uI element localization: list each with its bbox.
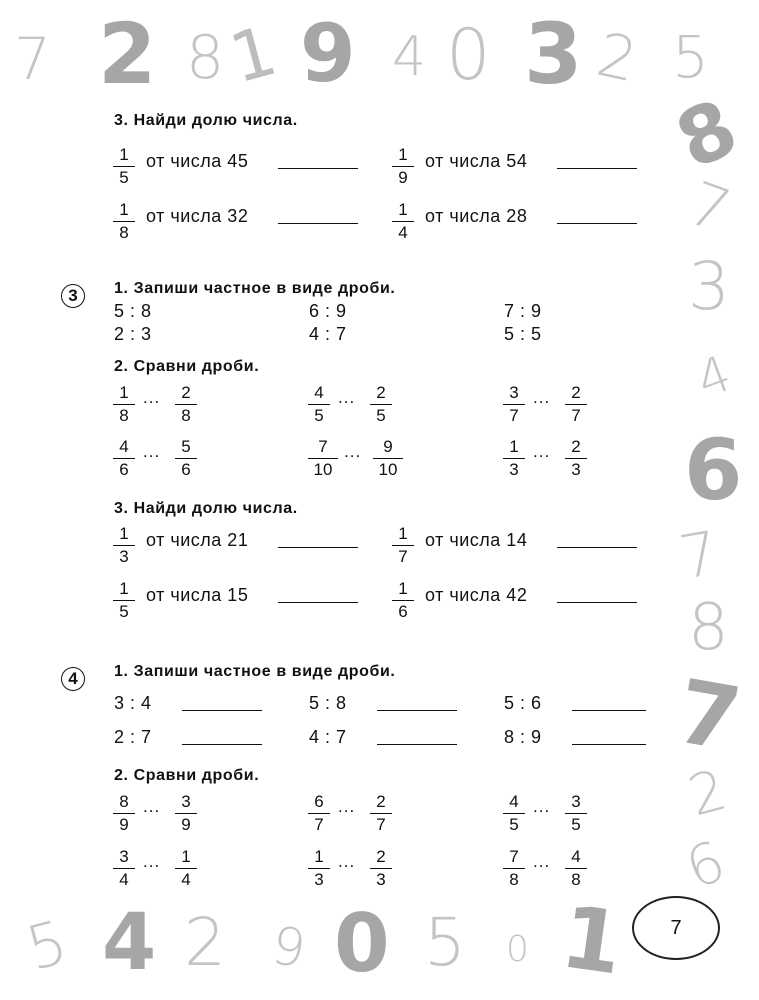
answer-blank[interactable] [572, 710, 646, 711]
task-title: 3. Найди долю числа. [114, 112, 298, 129]
fraction: 8 9 [113, 793, 135, 834]
task-title: 1. Запиши частное в виде дроби. [114, 663, 396, 680]
compare-dots: ... [338, 852, 356, 871]
fraction: 9 10 [373, 438, 403, 479]
decor-digit: 6 [677, 828, 734, 903]
fraction: 1 4 [392, 201, 414, 242]
fraction: 4 5 [308, 384, 330, 425]
fraction: 4 6 [113, 438, 135, 479]
answer-blank[interactable] [278, 223, 358, 224]
fraction: 4 5 [503, 793, 525, 834]
task-item-text: от числа 28 [425, 206, 528, 226]
fraction: 1 3 [503, 438, 525, 479]
fraction: 5 6 [175, 438, 197, 479]
fraction: 1 6 [392, 580, 414, 621]
fraction: 3 4 [113, 848, 135, 889]
task-item-text: от числа 15 [146, 585, 249, 605]
compare-dots: ... [143, 442, 161, 461]
quotient-item: 5 : 8 [114, 301, 152, 321]
quotient-item: 2 : 7 [114, 727, 152, 747]
decor-digit: 1 [222, 11, 285, 100]
answer-blank[interactable] [278, 168, 358, 169]
fraction: 1 5 [113, 146, 135, 187]
compare-dots: ... [143, 388, 161, 407]
quotient-item: 8 : 9 [504, 727, 542, 747]
task-title: 3. Найди долю числа. [114, 500, 298, 517]
quotient-item: 7 : 9 [504, 301, 542, 321]
decor-digit: 0 [506, 929, 529, 970]
fraction: 1 8 [113, 201, 135, 242]
decor-digit: 0 [334, 897, 390, 990]
decor-digit: 2 [98, 5, 157, 103]
quotient-item: 4 : 7 [309, 727, 347, 747]
section-number: 4 [61, 667, 85, 691]
compare-dots: ... [533, 852, 551, 871]
compare-dots: ... [533, 797, 551, 816]
fraction: 1 9 [392, 146, 414, 187]
decor-digit: 2 [184, 904, 226, 981]
decor-digit: 7 [14, 25, 51, 93]
compare-dots: ... [143, 797, 161, 816]
fraction: 1 3 [113, 525, 135, 566]
quotient-item: 2 : 3 [114, 324, 152, 344]
quotient-item: 5 : 5 [504, 324, 542, 344]
decor-digit: 5 [424, 904, 466, 981]
compare-dots: ... [344, 442, 362, 461]
answer-blank[interactable] [377, 710, 457, 711]
decor-digit: 4 [102, 898, 157, 988]
fraction: 2 7 [565, 384, 587, 425]
task-item-text: от числа 45 [146, 151, 249, 171]
fraction: 7 10 [308, 438, 338, 479]
decor-digit: 4 [392, 25, 427, 88]
task-title: 1. Запиши частное в виде дроби. [114, 280, 396, 297]
task-item-text: от числа 21 [146, 530, 249, 550]
decor-digit: 8 [186, 23, 225, 93]
task-title: 2. Сравни дроби. [114, 767, 260, 784]
quotient-item: 5 : 8 [309, 693, 347, 713]
fraction: 7 8 [503, 848, 525, 889]
answer-blank[interactable] [557, 602, 637, 603]
fraction: 2 3 [565, 438, 587, 479]
fraction: 3 9 [175, 793, 197, 834]
decor-digit: 7 [679, 168, 740, 248]
fraction: 6 7 [308, 793, 330, 834]
fraction: 1 3 [308, 848, 330, 889]
decor-digit: 5 [19, 907, 75, 985]
decor-digit: 7 [669, 659, 748, 772]
decor-digit: 8 [663, 82, 751, 188]
decor-digit: 8 [688, 591, 729, 665]
decor-digit: 1 [555, 887, 629, 995]
answer-blank[interactable] [377, 744, 457, 745]
compare-dots: ... [143, 852, 161, 871]
section-number: 3 [61, 284, 85, 308]
fraction: 2 8 [175, 384, 197, 425]
decor-digit: 2 [591, 19, 644, 97]
task-item-text: от числа 14 [425, 530, 528, 550]
decor-digit: 3 [524, 5, 583, 103]
fraction: 3 5 [565, 793, 587, 834]
task-item-text: от числа 42 [425, 585, 528, 605]
decor-digit: 2 [682, 757, 734, 830]
fraction: 1 7 [392, 525, 414, 566]
answer-blank[interactable] [557, 547, 637, 548]
page-number: 7 [632, 896, 720, 960]
quotient-item: 3 : 4 [114, 693, 152, 713]
decor-digit: 0 [446, 14, 491, 96]
decor-digit: 9 [300, 7, 356, 100]
compare-dots: ... [338, 797, 356, 816]
fraction: 4 8 [565, 848, 587, 889]
task-title: 2. Сравни дроби. [114, 358, 260, 375]
compare-dots: ... [338, 388, 356, 407]
answer-blank[interactable] [182, 710, 262, 711]
answer-blank[interactable] [557, 223, 637, 224]
compare-dots: ... [533, 388, 551, 407]
quotient-item: 6 : 9 [309, 301, 347, 321]
answer-blank[interactable] [572, 744, 646, 745]
fraction: 2 7 [370, 793, 392, 834]
compare-dots: ... [533, 442, 551, 461]
answer-blank[interactable] [278, 602, 358, 603]
decor-digit: 3 [688, 248, 730, 325]
fraction: 2 5 [370, 384, 392, 425]
answer-blank[interactable] [182, 744, 262, 745]
fraction: 3 7 [503, 384, 525, 425]
fraction: 1 8 [113, 384, 135, 425]
answer-blank[interactable] [278, 547, 358, 548]
quotient-item: 5 : 6 [504, 693, 542, 713]
fraction: 1 5 [113, 580, 135, 621]
fraction: 2 3 [370, 848, 392, 889]
decor-digit: 9 [267, 915, 311, 981]
decor-digit: 4 [689, 344, 739, 410]
fraction: 1 4 [175, 848, 197, 889]
task-item-text: от числа 32 [146, 206, 249, 226]
answer-blank[interactable] [557, 168, 637, 169]
quotient-item: 4 : 7 [309, 324, 347, 344]
decor-digit: 5 [672, 23, 709, 91]
decor-digit: 6 [684, 421, 743, 519]
decor-digit: 7 [674, 518, 724, 594]
task-item-text: от числа 54 [425, 151, 528, 171]
